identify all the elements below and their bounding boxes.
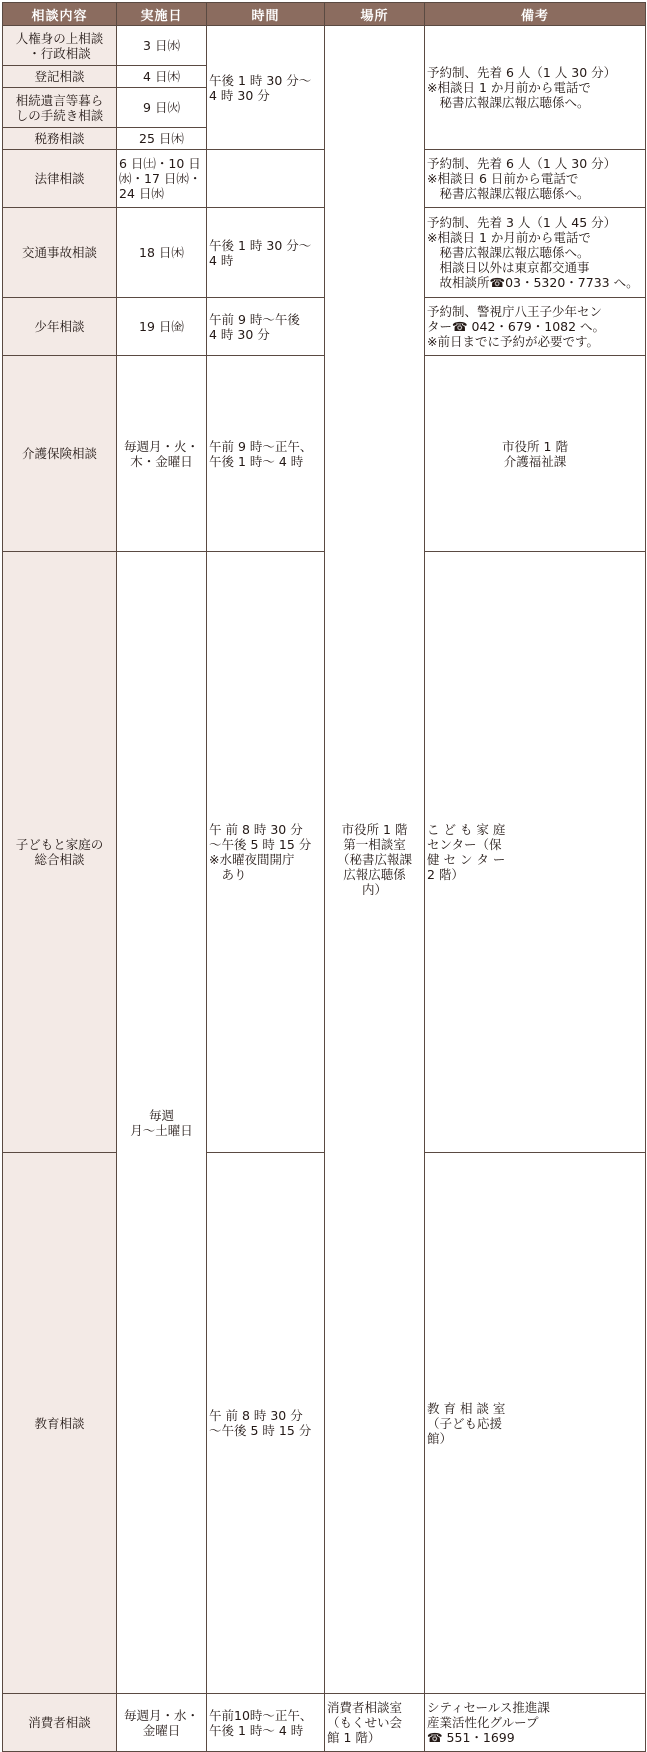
date-cell: 4 日㈭	[117, 66, 207, 88]
date-cell: 19 日㈮	[117, 298, 207, 356]
date-cell: 毎週月・水・ 金曜日	[117, 1694, 207, 1752]
time-cell-empty	[207, 150, 325, 208]
table-row	[3, 150, 646, 208]
date-cell: 9 日㈫	[117, 88, 207, 128]
table-row	[3, 298, 646, 356]
place-cell: 教 育 相 談 室 （子ども応援 館）	[425, 1153, 646, 1694]
time-cell: 午前 9 時〜正午、 午後 1 時〜 4 時	[207, 356, 325, 552]
header-date: 実施日	[117, 3, 207, 26]
header-place: 場所	[325, 3, 425, 26]
date-cell: 毎週 月〜土曜日	[117, 552, 207, 1694]
category-cell: 人権身の上相談 ・行政相談	[3, 26, 117, 66]
date-cell: 6 日㈯・10 日 ㈬・17 日㈬・ 24 日㈬	[117, 150, 207, 208]
date-cell: 毎週月・火・ 木・金曜日	[117, 356, 207, 552]
header-note: 備考	[425, 3, 646, 26]
note-cell: 予約制、先着 6 人（1 人 30 分） ※相談日 1 か月前から電話で 秘書広報課広報広聴係へ。	[425, 26, 646, 150]
note-cell: 予約制、先着 6 人（1 人 30 分） ※相談日 6 日前から電話で 秘書広報課広報広聴係へ。	[425, 150, 646, 208]
time-cell: 午前10時〜正午、 午後 1 時〜 4 時	[207, 1694, 325, 1752]
place-cell: こ ど も 家 庭 センター（保 健 セ ン タ ー 2 階）	[425, 552, 646, 1153]
header-time: 時間	[207, 3, 325, 26]
header-category: 相談内容	[3, 3, 117, 26]
category-cell: 介護保険相談	[3, 356, 117, 552]
note-cell: シティセールス推進課 産業活性化グループ ☎ 551・1699	[425, 1694, 646, 1752]
table-row	[3, 356, 646, 552]
category-cell: 消費者相談	[3, 1694, 117, 1752]
table-row	[3, 26, 646, 66]
note-cell: 予約制、先着 3 人（1 人 45 分） ※相談日 1 か月前から電話で 秘書広報課広報広聴係へ。 相談日以外は東京都交通事 故相談所☎03・5320・7733 へ。	[425, 208, 646, 298]
category-cell: 子どもと家庭の 総合相談	[3, 552, 117, 1153]
table-row	[3, 208, 646, 298]
table-row	[3, 1694, 646, 1752]
date-cell: 3 日㈬	[117, 26, 207, 66]
header-row	[3, 3, 646, 26]
time-cell: 午 前 8 時 30 分 〜午後 5 時 15 分 ※水曜夜間開庁 あり	[207, 552, 325, 1153]
time-cell: 午後 1 時 30 分〜 4 時 30 分	[207, 26, 325, 150]
category-cell: 法律相談	[3, 150, 117, 208]
date-cell: 18 日㈭	[117, 208, 207, 298]
consultation-table	[2, 2, 646, 1752]
time-cell: 午前 9 時〜午後 4 時 30 分	[207, 298, 325, 356]
table-row	[3, 1153, 646, 1694]
time-cell: 午後 1 時 30 分〜 4 時	[207, 208, 325, 298]
place-cell: 市役所 1 階 介護福祉課	[425, 356, 646, 552]
category-cell: 交通事故相談	[3, 208, 117, 298]
category-cell: 少年相談	[3, 298, 117, 356]
category-cell: 教育相談	[3, 1153, 117, 1694]
date-cell: 25 日㈭	[117, 128, 207, 150]
category-cell: 税務相談	[3, 128, 117, 150]
table-row	[3, 552, 646, 1153]
category-cell: 登記相談	[3, 66, 117, 88]
note-cell: 予約制、警視庁八王子少年セン ター☎ 042・679・1082 へ。 ※前日までに予約が必要です。	[425, 298, 646, 356]
place-cell: 市役所 1 階 第一相談室 （秘書広報課 広報広聴係 内）	[325, 26, 425, 1694]
category-cell: 相続遺言等暮ら しの手続き相談	[3, 88, 117, 128]
time-cell: 午 前 8 時 30 分 〜午後 5 時 15 分	[207, 1153, 325, 1694]
place-cell: 消費者相談室 （もくせい会 館 1 階）	[325, 1694, 425, 1752]
